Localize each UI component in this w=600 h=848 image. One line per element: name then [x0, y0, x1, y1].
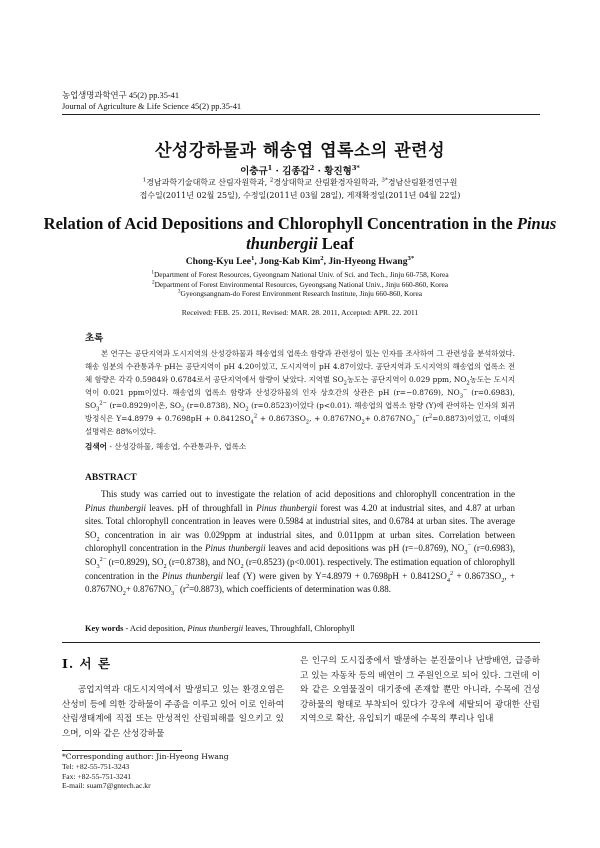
footnote-tel: Tel: +82-55-751-3243: [62, 761, 130, 771]
author-en-1: Chong-Kyu Lee: [185, 256, 252, 267]
authors-korean: [0, 163, 600, 177]
author-en-1-mark: 1: [251, 254, 255, 262]
affil-kr-1: 경남과학기술대학교 산림자원학과,: [146, 178, 270, 187]
intro-left-column: 공업지역과 대도시지역에서 발생되고 있는 환경오염은 산성비 등에 의한 강하물이 주종을 이루고 있어 이로 인하여 산림생태계에 직접 또는 만성적인 산림피해를 일으키고 있으며, 이와 같은 산성강하물: [62, 685, 284, 739]
abstract-en-heading: ABSTRACT: [85, 473, 137, 483]
affil-en-1: Department of Forest Resources, Gyeongnam National Univ. of Sci. and Tech., Jinju 60-758, Korea: [153, 270, 449, 279]
abstract-kr-heading: 초록: [85, 333, 104, 344]
affiliation-korean: [0, 176, 600, 202]
title-en-part: Leaf: [317, 234, 354, 253]
intro-heading: I. 서 론: [62, 656, 112, 671]
corresponding-author: *Corresponding author: Jin-Hyeong Hwang: [62, 752, 229, 761]
affil-mark: 2: [151, 279, 155, 286]
title-korean: 산성강하물과 해송엽 엽록소의 관련성: [154, 141, 445, 161]
author-2-mark: 2: [309, 163, 315, 172]
author-en-3: Jin-Hyeong Hwang: [328, 256, 408, 267]
author-separator: ,: [254, 256, 260, 267]
author-en-3-mark: 3*: [407, 254, 415, 262]
keywords-kr-label: 검색어: [85, 442, 108, 451]
affil-mark: 2: [269, 177, 274, 184]
footnote-fax: Fax: +82-55-751-3241: [62, 771, 132, 781]
authors-english: [0, 256, 600, 267]
journal-name-korean: 농업생명과학연구 45(2) pp.35-41: [62, 91, 180, 100]
keywords-en-label: Key words: [85, 624, 124, 633]
footnote-email: E-mail: suam7@gntech.ac.kr: [62, 781, 151, 791]
title-en-part: Relation of Acid Depositions and Chlorophyll Concentration in the: [43, 214, 517, 233]
affil-mark: 3: [177, 288, 181, 295]
affil-mark: 1: [151, 269, 154, 276]
affil-kr-3: 경남산림환경연구원: [387, 178, 458, 187]
keywords-english: Key words - Acid deposition, Pinus thunbergii leaves, Throughfall, Chlorophyll: [85, 624, 355, 633]
affiliation-english: [0, 270, 600, 299]
author-1-mark: 1: [267, 163, 273, 172]
keywords-kr-list: - 산성강하물, 해송엽, 수관통과우, 엽록소: [107, 442, 247, 451]
title-english: [0, 214, 600, 254]
header-rule: [62, 114, 540, 115]
author-en-2: Jong-Kab Kim: [259, 256, 321, 267]
author-separator: ·: [314, 166, 325, 177]
affil-kr-2: 경상대학교 산림환경자원학과,: [273, 178, 382, 187]
author-separator: ·: [272, 166, 283, 177]
intro-right-column: 은 인구의 도시집중에서 발생하는 분진물이나 난방배연, 급증하고 있는 자동차 등의 배연이 그 주원인으로 되어 있다. 그런데 이와 같은 오염물질이 대기중에 존재할 뿐만 아니라, 수목에 건성강하물의 형태로 부착되어 있다가 강우에 세탈되어 광대한 산림지역으로 확산, 유입되기 때문에 수목의 뿌리나 임내: [300, 656, 540, 725]
affil-en-2: Department of Forest Environmental Resources, Gyeongsang National Univ., Jinju 660-860, Korea: [154, 279, 449, 289]
author-2: 김종갑: [282, 166, 310, 177]
author-3: 황진형: [324, 166, 352, 177]
author-1: 이충규: [240, 166, 268, 177]
keywords-korean: [85, 441, 246, 452]
abstract-kr-body: 본 연구는 공단지역과 도시지역의 산성강하물과 해송엽의 엽록소 함량과 관련성이 있는 인자를 조사하여 그 관련성을 분석하였다. 해송 임분의 수관통과우 pH는 공단지역이 pH 4.20이었고, 도시지역이 pH 4.87이었다. 공단지역과 도시지역의 해송엽의 엽록소 전체 함량은 각각 0.5984와 0.6784로서 공단지역에서 함량이 낮았다. 지역별 $SO_2$농도는 공단지역이 0.029 ppm, $NO_2$농도는 도시지역이 0.021 ppm이었다. 해송엽의 엽록소 함량과 산성강하물의 인자 상호간의 상관은 pH (r=−0.8769), $NO_3^-$ (r=0.6983), $SO_3^{2-}$ (r=0.8929)이온, $SO_2$ (r=0.8738), $NO_2$ (r=0.8523)이었다 (p<0.01). 해송엽의 엽록소 함량 (Y)에 관여하는 인자의 회귀 방정식은 $Y=4.8979 + 0.7698pH + 0.8412SO_4^2 + 0.8673SO_2$, + $0.8767NO_2+ 0.8767NO_3^-$ $(r^2=0.8873)$이었고, 이때의 설명력은 88%이었다.: [85, 349, 516, 436]
title-en-italic: thunbergii: [246, 234, 318, 253]
author-3-mark: 3*: [351, 163, 360, 172]
footnote-rule: [62, 750, 182, 751]
author-separator: ,: [323, 256, 329, 267]
abstract-en-body: This study was carried out to investigate the relation of acid depositions and chlorophyll concentration in the Pinus thunbergii leaves. pH of throughfall in Pinus thunbergii forest was 4.20 at industrial sites, and 4.87 at urban sites. Total chlorophyll concentration in leaves were 0.5984 at industrial sites, and 0.6784 at urban sites. The average $SO_2$ concentration in air was 0.029ppm at industrial sites, and 0.011ppm at urban sites. Correlation between chlorophyll concentration in the Pinus thunbergii leaves and acid depositions was pH (r=−0.8769), $NO_3^-$ (r=0.6983), $SO_3^{2-}$ (r=0.8929), $SO_2$ (r=0.8738), and $NO_2$ (r=0.8523) (p<0.001). respectively. The estimation equation of chlorophyll concentration in the Pinus thunbergii leaf (Y) were given by $Y=4.8979 + 0.7698pH + 0.8412SO_4^2 + 0.8673SO_2$, + $0.8767NO_2+ 0.8767NO_3^-$ $(r^2=0.8873)$, which coefficients of determination was 0.88.: [85, 489, 516, 597]
author-en-2-mark: 2: [320, 254, 324, 262]
affil-en-3: Gyeongsangnam-do Forest Environment Research Institute, Jinju 660-860, Korea: [180, 289, 423, 299]
affil-mark: 1: [142, 177, 147, 184]
dates-english: Received: FEB. 25. 2011, Revised: MAR. 28. 2011, Accepted: APR. 22. 2011: [181, 308, 419, 317]
footnote: [62, 752, 229, 791]
journal-header: [62, 90, 241, 112]
section-rule: [62, 642, 540, 643]
dates-korean: 접수일(2011년 02월 25일), 수정일(2011년 03월 28일), 게재확정일(2011년 04월 22일): [139, 191, 461, 200]
title-en-italic: Pinus: [516, 214, 557, 233]
journal-name-english: Journal of Agriculture & Life Science 45(2) pp.35-41: [62, 102, 242, 111]
affil-mark: 3*: [381, 177, 388, 184]
